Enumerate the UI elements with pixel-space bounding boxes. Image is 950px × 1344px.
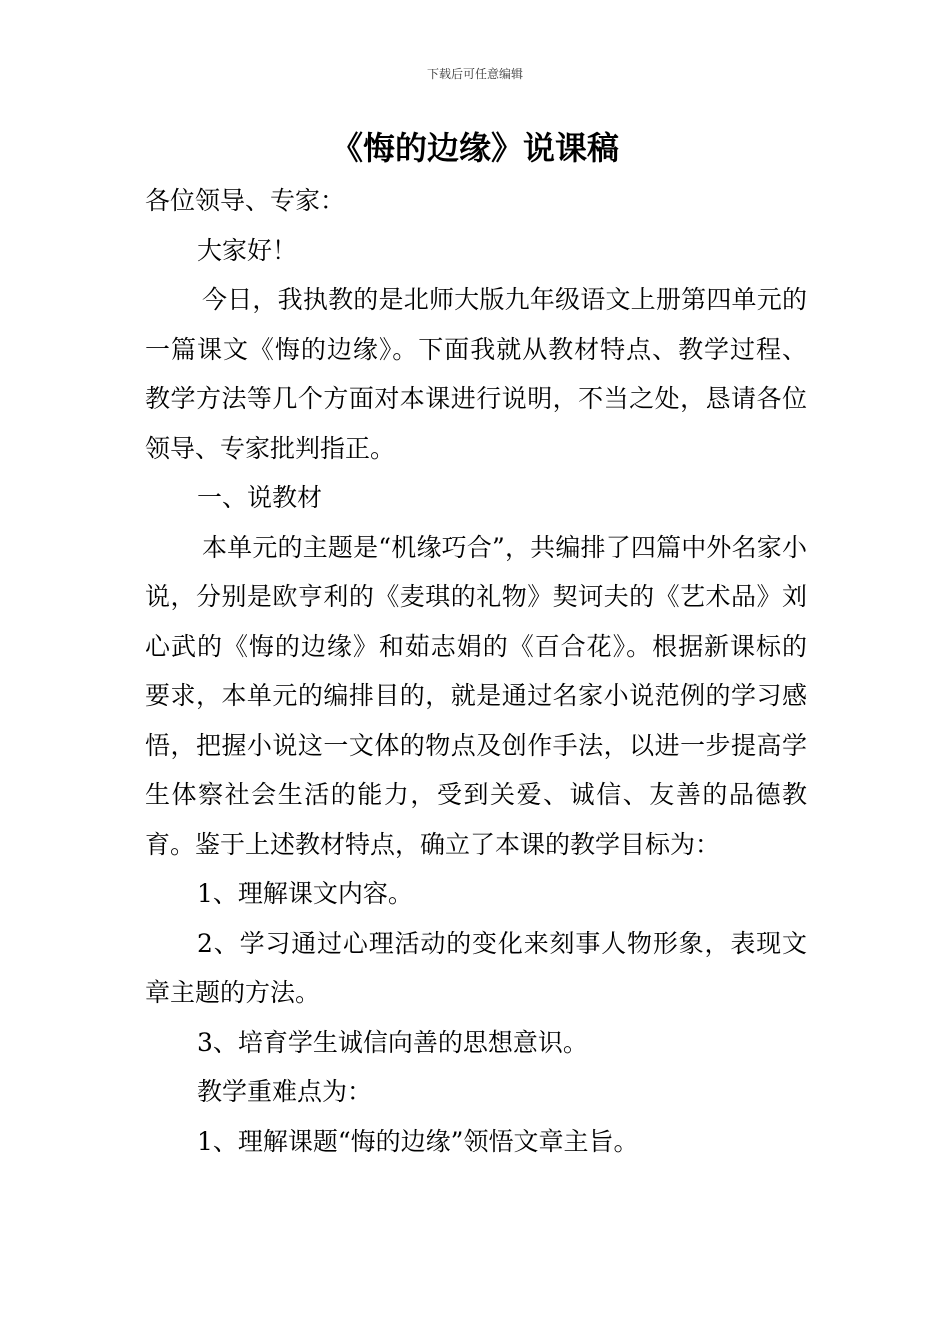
document-body xyxy=(145,176,807,1166)
key-points-heading: 教学重难点为： xyxy=(197,1077,373,1106)
intro-paragraph: 今日，我执教的是北师大版九年级语文上册第四单元的一篇课文《悔的边缘》。下面我就从教材特点、教学过程、教学方法等几个方面对本课进行说明，不当之处，恳请各位领导、专家批判指正。 xyxy=(145,285,807,463)
salutation: 各位领导、专家： xyxy=(145,186,346,215)
key-point-1: 1、理解课题“悔的边缘”领悟文章主旨。 xyxy=(197,1126,639,1156)
objective-3: 3、培育学生诚信向善的思想意识。 xyxy=(197,1027,588,1057)
document-title: 《悔的边缘》说课稿 xyxy=(330,129,619,167)
greeting: 大家好！ xyxy=(197,235,298,265)
section-heading-textbook: 一、说教材 xyxy=(197,483,323,512)
objective-1: 1、理解课文内容。 xyxy=(197,879,413,908)
textbook-paragraph: 本单元的主题是“机缘巧合”，共编排了四篇中外名家小说，分别是欧亨利的《麦琪的礼物》契诃夫的《艺术品》刘心武的《悔的边缘》和茹志娟的《百合花》。根据新课标的要求，本单元的编排目的，就是通过名家小说范例的学习感悟，把握小说这一文体的物点及创作手法，以进一步提高学生体察社会生活的能力，受到关爱、诚信、友善的品德教育。鉴于上述教材特点，确立了本课的教学目标为： xyxy=(145,532,807,859)
header-note: 下载后可任意编辑 xyxy=(426,67,523,81)
objective-2: 2、学习通过心理活动的变化来刻事人物形象，表现文章主题的方法。 xyxy=(145,928,807,1007)
